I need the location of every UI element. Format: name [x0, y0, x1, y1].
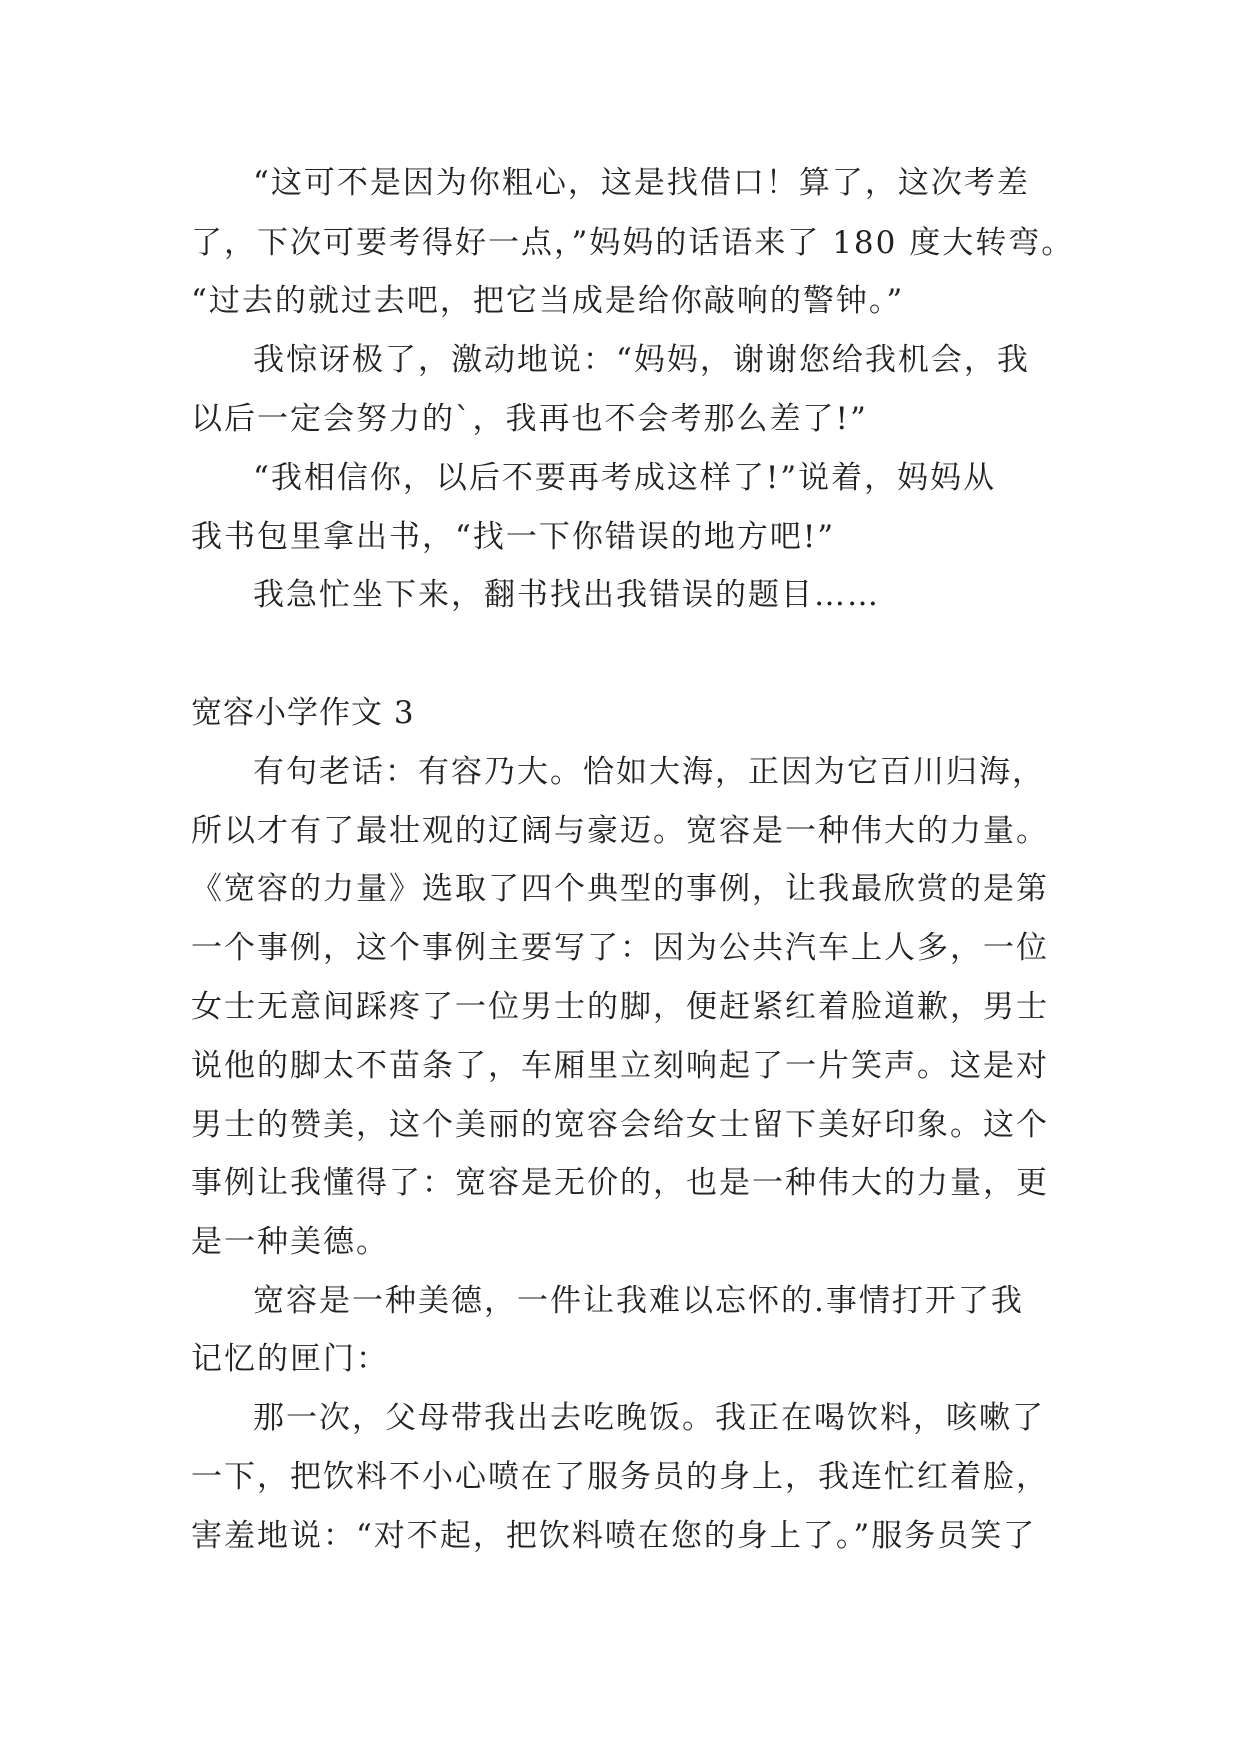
text-line: 男士的赞美，这个美丽的宽容会给女士留下美好印象。这个 — [191, 1107, 1049, 1143]
text-line: 女士无意间踩疼了一位男士的脚，便赶紧红着脸道歉，男士 — [191, 989, 1049, 1025]
text-line: 我惊讶极了，激动地说：“妈妈，谢谢您给我机会，我 — [253, 342, 1030, 378]
text-line: 宽容是一种美德，一件让我难以忘怀的.事情打开了我 — [253, 1283, 1024, 1319]
text-line: 害羞地说：“对不起，把饮料喷在您的身上了。”服务员笑了 — [191, 1518, 1037, 1554]
text-line: “过去的就过去吧，把它当成是给你敲响的警钟。” — [191, 283, 905, 319]
text-line: 是一种美德。 — [191, 1224, 389, 1260]
text-line: 有句老话：有容乃大。恰如大海，正因为它百川归海， — [253, 754, 1045, 790]
text-line: 所以才有了最壮观的辽阔与豪迈。宽容是一种伟大的力量。 — [191, 813, 1049, 849]
text-line: 说他的脚太不苗条了，车厢里立刻响起了一片笑声。这是对 — [191, 1048, 1049, 1084]
section-heading: 宽容小学作文 3 — [191, 695, 415, 731]
text-line: “这可不是因为你粗心，这是找借口！算了，这次考差 — [253, 165, 1030, 201]
text-line: 我书包里拿出书，“找一下你错误的地方吧!” — [191, 519, 836, 555]
text-line: “我相信你，以后不要再考成这样了!”说着，妈妈从 — [253, 460, 997, 496]
text-line: 记忆的匣门： — [191, 1341, 389, 1377]
text-line: 了，下次可要考得好一点，”妈妈的话语来了 180 度大转弯。 — [191, 225, 1075, 261]
text-line: 我急忙坐下来，翻书找出我错误的题目…… — [253, 577, 880, 613]
text-line: 那一次，父母带我出去吃晚饭。我正在喝饮料，咳嗽了 — [253, 1400, 1045, 1436]
text-line: 一下，把饮料不小心喷在了服务员的身上，我连忙红着脸， — [191, 1459, 1049, 1495]
text-line: 《宽容的力量》选取了四个典型的事例，让我最欣赏的是第 — [191, 871, 1049, 907]
text-line: 一个事例，这个事例主要写了：因为公共汽车上人多，一位 — [191, 930, 1049, 966]
text-line: 事例让我懂得了：宽容是无价的，也是一种伟大的力量，更 — [191, 1165, 1049, 1201]
text-line: 以后一定会努力的`，我再也不会考那么差了!” — [191, 401, 868, 437]
